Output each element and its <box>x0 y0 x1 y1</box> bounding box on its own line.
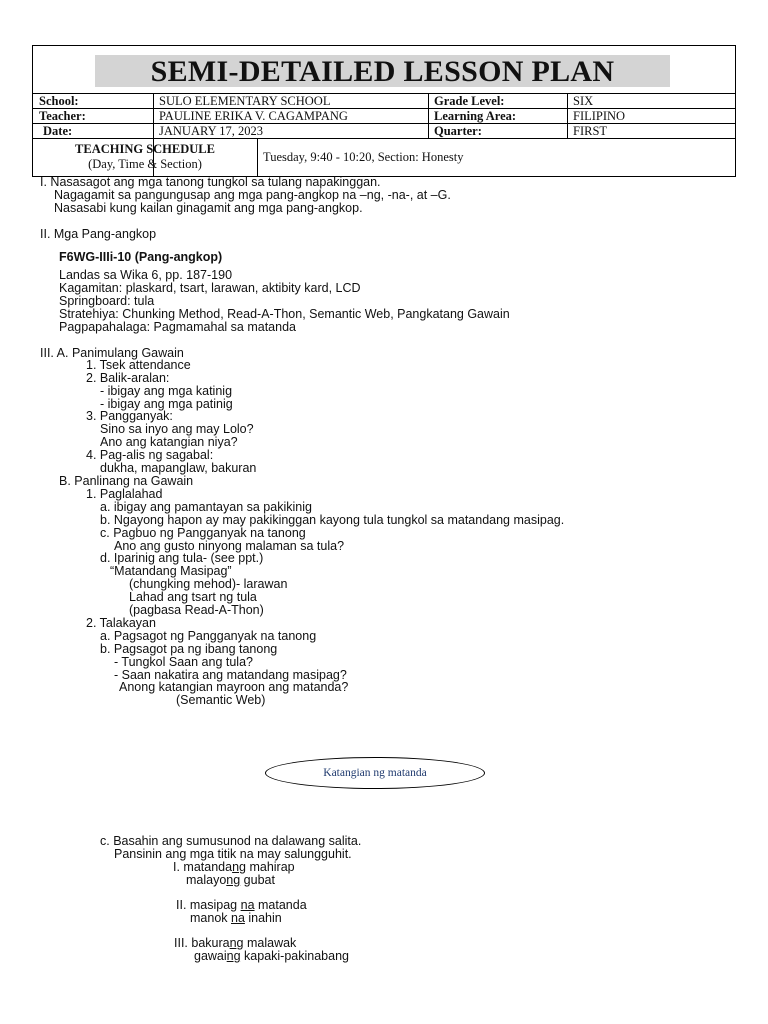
area-value: FILIPINO <box>573 109 626 123</box>
list-item: a. Pagsagot ng Pangganyak na tanong <box>100 629 317 643</box>
quarter-value: FIRST <box>573 124 608 138</box>
list-item: Anong katangian mayroon ang matanda? <box>119 680 349 694</box>
grade-value: SIX <box>573 94 594 108</box>
underlined-affix: ng <box>232 860 246 874</box>
list-item: “Matandang Masipag” <box>110 564 232 578</box>
example-text: III. bakura <box>174 936 230 950</box>
list-item: b. Pagsagot pa ng ibang tanong <box>100 642 278 656</box>
area-label: Learning Area: <box>434 109 517 123</box>
example-text: manok <box>190 911 231 925</box>
schedule-value: Tuesday, 9:40 - 10:20, Section: Honesty <box>263 150 464 164</box>
strategy-line: Stratehiya: Chunking Method, Read-A-Thon, Semantic Web, Pangkatang Gawain <box>59 307 510 321</box>
quarter-label: Quarter: <box>434 124 482 138</box>
list-item: dukha, mapanglaw, bakuran <box>100 461 257 475</box>
example-text: malawak <box>243 936 297 950</box>
list-item: a. ibigay ang pamantayan sa pakikinig <box>100 500 312 514</box>
list-item: - Tungkol Saan ang tula? <box>114 655 253 669</box>
reference-line: Landas sa Wika 6, pp. 187-190 <box>59 268 233 282</box>
example-text: malayo <box>186 873 227 887</box>
list-item: - ibigay ang mga katinig <box>100 384 233 398</box>
list-item: c. Basahin ang sumusunod na dalawang salita. <box>100 834 362 848</box>
example-text: gubat <box>240 873 275 887</box>
example-line <box>173 860 295 874</box>
list-item: 1. Tsek attendance <box>86 358 191 372</box>
value-line: Pagpapahalaga: Pagmamahal sa matanda <box>59 320 296 334</box>
objective-line: Nagagamit sa pangungusap ang mga pang-angkop na –ng, -na-, at –G. <box>54 188 451 202</box>
list-item: Ano ang gusto ninyong malaman sa tula? <box>114 539 345 553</box>
underlined-affix: ng <box>226 949 241 963</box>
page-title: SEMI-DETAILED LESSON PLAN <box>150 55 615 88</box>
example-text: kapaki-pakinabang <box>240 949 349 963</box>
example-text: matanda <box>254 898 307 912</box>
schedule-sublabel: (Day, Time & Section) <box>88 157 202 171</box>
example-text: I. matanda <box>173 860 233 874</box>
section-heading: B. Panlinang na Gawain <box>59 474 194 488</box>
springboard-line: Springboard: tula <box>59 294 155 308</box>
school-value: SULO ELEMENTARY SCHOOL <box>159 94 331 108</box>
teacher-label: Teacher: <box>39 109 86 123</box>
underlined-affix: na <box>231 911 245 925</box>
list-item: d. Iparinig ang tula- (see ppt.) <box>100 551 264 565</box>
example-line <box>190 911 282 925</box>
list-item: 3. Pangganyak: <box>86 409 173 423</box>
date-label: Date: <box>43 124 73 138</box>
list-item: 2. Talakayan <box>86 616 156 630</box>
list-item: (Semantic Web) <box>176 693 266 707</box>
example-text: II. masipag <box>176 898 241 912</box>
list-item: b. Ngayong hapon ay may pakikinggan kayong tula tungkol sa matandang masipag. <box>100 513 565 527</box>
objective-line: Nasasabi kung kailan ginagamit ang mga pang-angkop. <box>54 201 363 215</box>
example-line <box>186 873 275 887</box>
example-line <box>176 898 307 912</box>
example-text: gawai <box>194 949 227 963</box>
teacher-value: PAULINE ERIKA V. CAGAMPANG <box>159 109 348 123</box>
list-item: - ibigay ang mga patinig <box>100 397 233 411</box>
list-item: (pagbasa Read-A-Thon) <box>129 603 264 617</box>
example-text: mahirap <box>245 860 295 874</box>
semantic-web-oval: Katangian ng matanda <box>265 757 485 789</box>
example-text: inahin <box>244 911 282 925</box>
list-item: 1. Paglalahad <box>86 487 163 501</box>
grade-label: Grade Level: <box>434 94 505 108</box>
underlined-affix: ng <box>229 936 244 950</box>
objective-line: I. Nasasagot ang mga tanong tungkol sa tulang napakinggan. <box>40 175 381 189</box>
date-value: JANUARY 17, 2023 <box>159 124 264 138</box>
list-item: Sino sa inyo ang may Lolo? <box>100 422 254 436</box>
list-item: (chungking mehod)- larawan <box>129 577 288 591</box>
list-item: Ano ang katangian niya? <box>100 435 238 449</box>
list-item: 2. Balik-aralan: <box>86 371 170 385</box>
list-item: Pansinin ang mga titik na may salungguhit. <box>114 847 352 861</box>
list-item: c. Pagbuo ng Pangganyak na tanong <box>100 526 306 540</box>
example-line <box>194 949 349 963</box>
underlined-affix: ng <box>226 873 241 887</box>
section-heading: II. Mga Pang-angkop <box>40 227 157 241</box>
school-label: School: <box>39 94 79 108</box>
materials-line: Kagamitan: plaskard, tsart, larawan, aktibity kard, LCD <box>59 281 361 295</box>
competency-code: F6WG-IIIi-10 (Pang-angkop) <box>59 250 223 264</box>
list-item: Lahad ang tsart ng tula <box>129 590 257 604</box>
section-heading: III. A. Panimulang Gawain <box>40 346 184 360</box>
list-item: 4. Pag-alis ng sagabal: <box>86 448 214 462</box>
schedule-label: TEACHING SCHEDULE <box>75 142 215 156</box>
example-line <box>174 936 296 950</box>
list-item: - Saan nakatira ang matandang masipag? <box>114 668 347 682</box>
underlined-affix: na <box>240 898 255 912</box>
